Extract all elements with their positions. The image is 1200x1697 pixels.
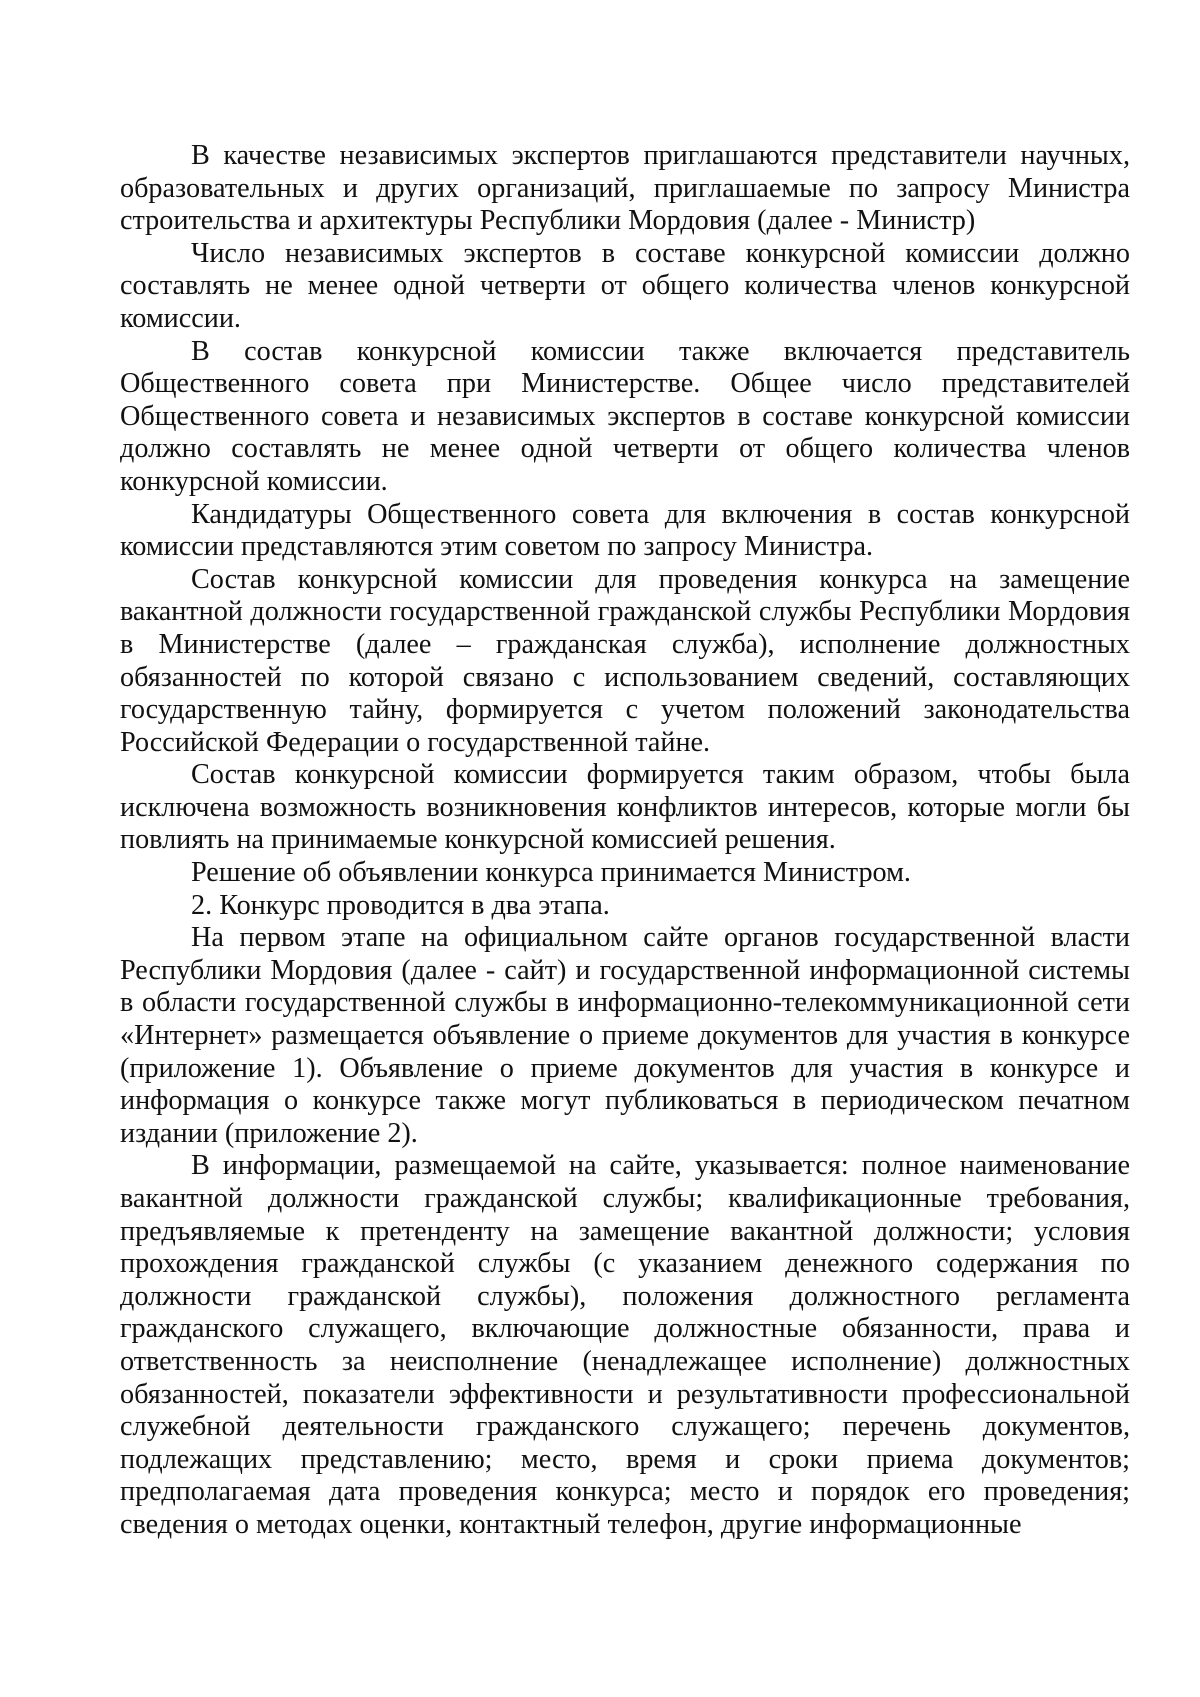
- paragraph-experts-quota: Число независимых экспертов в составе конкурсной комиссии должно составлять не менее одной четверти от общего количества членов конкурсной комиссии.: [120, 237, 1130, 334]
- paragraph-two-stages: 2. Конкурс проводится в два этапа.: [191, 889, 610, 921]
- paragraph-public-council-candidates: Кандидатуры Общественного совета для включения в состав конкурсной комиссии представляются этим советом по запросу Министра.: [120, 498, 1130, 563]
- paragraph-site-information: В информации, размещаемой на сайте, указывается: полное наименование вакантной должности гражданской службы; квалификационные требования, предъявляемые к претенденту на замещение вакантной должности; условия прохождения гражданской службы (с указанием денежного содержания по должности гражданской службы), положения должностного регламента гражданского служащего, включающие должностные обязанности, права и ответственность за неисполнение (ненадлежащее исполнение) должностных обязанностей, показатели эффективности и результативности профессиональной служебной деятельности гражданского служащего; перечень документов, подлежащих представлению; место, время и сроки приема документов; предполагаемая дата проведения конкурса; место и порядок его проведения; сведения о методах оценки, контактный телефон, другие информационные: [120, 1150, 1130, 1540]
- paragraph-conflict-of-interest: Состав конкурсной комиссии формируется таким образом, чтобы была исключена возможность возникновения конфликтов интересов, которые могли бы повлиять на принимаемые конкурсной комиссией решения.: [120, 759, 1130, 856]
- paragraph-competition-decision: Решение об объявлении конкурса принимается Министром.: [191, 857, 911, 889]
- paragraph-public-council-representative: В состав конкурсной комиссии также включается представитель Общественного совета при Министерстве. Общее число представителей Общественного совета и независимых экспертов в составе конкурсной комиссии должно составлять не менее одной четверти от общего количества членов конкурсной комиссии.: [120, 335, 1130, 497]
- paragraph-state-secret-commission: Состав конкурсной комиссии для проведения конкурса на замещение вакантной должности государственной гражданской службы Республики Мордовия в Министерстве (далее – гражданская служба), исполнение должностных обязанностей по которой связано с использованием сведений, составляющих государственную тайну, формируется с учетом положений законодательства Российской Федерации о государственной тайне.: [120, 563, 1130, 758]
- document-page: [120, 140, 1130, 1542]
- paragraph-first-stage: На первом этапе на официальном сайте органов государственной власти Республики Мордовия (далее - сайт) и государственной информационной системы в области государственной службы в информационно-телекоммуникационной сети «Интернет» размещается объявление о приеме документов для участия в конкурсе (приложение 1). Объявление о приеме документов для участия в конкурсе и информация о конкурсе также могут публиковаться в периодическом печатном издании (приложение 2).: [120, 922, 1130, 1149]
- paragraph-independent-experts: В качестве независимых экспертов приглашаются представители научных, образовательных и других организаций, приглашаемые по запросу Министра строительства и архитектуры Республики Мордовия (далее - Министр): [120, 140, 1130, 237]
